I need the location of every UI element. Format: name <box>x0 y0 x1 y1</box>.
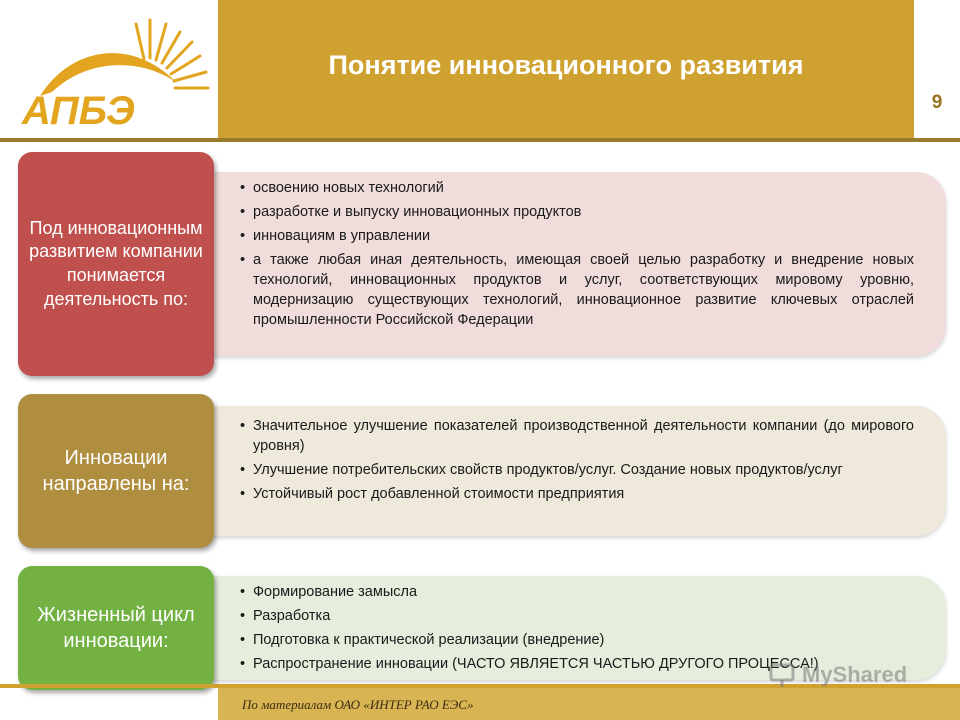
slide-header <box>0 0 960 138</box>
section-label-text: Инновации направлены на: <box>42 446 190 495</box>
section-label-text: Под инновационным развитием компании понимается деятельность по: <box>29 217 203 309</box>
list-item: • Распространение инновации (ЧАСТО ЯВЛЯЕТСЯ ЧАСТЬЮ ДРУГОГО ПРОЦЕССА!) <box>240 654 914 674</box>
list-item: • Разработка <box>240 606 914 626</box>
page-number-box <box>914 0 960 138</box>
presentation-icon <box>768 662 796 688</box>
slide-title: Понятие инновационного развития <box>328 50 804 80</box>
section-label <box>18 152 214 376</box>
header-divider <box>0 138 960 142</box>
logo-text: АПБЭ <box>22 89 135 133</box>
logo <box>0 0 218 138</box>
sun-logo-icon <box>0 0 218 138</box>
watermark <box>768 660 928 690</box>
bullet-list <box>240 416 914 508</box>
page-number: 9 <box>931 92 943 113</box>
list-item: • освоению новых технологий <box>240 178 914 198</box>
list-item: • а также любая иная деятельность, имеющая своей целью разработку и внедрение новых технологий, инновационных продуктов и услуг, соответствующих мировому уровню, модернизацию существующих технологий, инновационное развитие ключевых отраслей промышленности Российской Федерации <box>240 250 914 330</box>
section-label-text: Жизненный цикл инновации: <box>37 603 195 652</box>
watermark-text: MyShared <box>802 662 908 687</box>
section-label <box>18 566 214 690</box>
list-item: • разработке и выпуску инновационных продуктов <box>240 202 914 222</box>
list-item: • Значительное улучшение показателей производственной деятельности компании (до мирового уровня) <box>240 416 914 456</box>
section-label <box>18 394 214 548</box>
list-item: • инновациям в управлении <box>240 226 914 246</box>
title-band <box>218 0 914 138</box>
footer-source: По материалам ОАО «ИНТЕР РАО ЕЭС» <box>242 697 474 712</box>
list-item: • Устойчивый рост добавленной стоимости предприятия <box>240 484 914 504</box>
section-content-box <box>200 172 946 356</box>
list-item: • Формирование замысла <box>240 582 914 602</box>
list-item: • Подготовка к практической реализации (внедрение) <box>240 630 914 650</box>
bullet-list <box>240 178 914 334</box>
section-content-box <box>200 406 946 536</box>
list-item: • Улучшение потребительских свойств продуктов/услуг. Создание новых продуктов/услуг <box>240 460 914 480</box>
